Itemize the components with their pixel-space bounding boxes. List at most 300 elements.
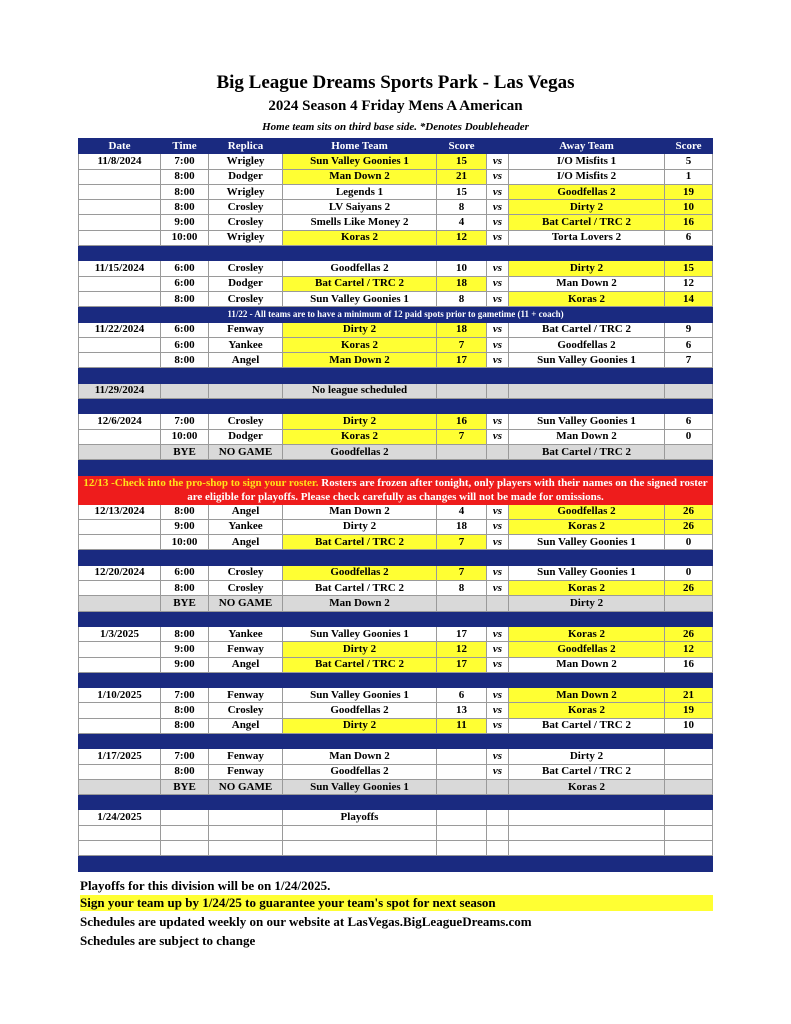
- game-row: [79, 703, 713, 718]
- home-team-cell: Man Down 2: [283, 749, 437, 764]
- home-score-cell: 18: [437, 519, 487, 534]
- away-team-cell: Koras 2: [509, 703, 665, 718]
- away-team-cell: Man Down 2: [509, 688, 665, 703]
- time-cell: BYE: [161, 596, 209, 611]
- away-score-cell: 19: [665, 184, 713, 199]
- away-team-cell: Bat Cartel / TRC 2: [509, 718, 665, 733]
- replica-cell: Crosley: [209, 261, 283, 276]
- replica-cell: Crosley: [209, 200, 283, 215]
- time-cell: BYE: [161, 779, 209, 794]
- time-cell: 8:00: [161, 581, 209, 596]
- vs-cell: [487, 596, 509, 611]
- vs-cell: [487, 383, 509, 398]
- game-row: [79, 337, 713, 352]
- away-team-cell: [509, 810, 665, 825]
- game-row: [79, 291, 713, 306]
- separator-row: [79, 550, 713, 565]
- separator-row: [79, 733, 713, 748]
- replica-cell: Fenway: [209, 764, 283, 779]
- empty-cell: [487, 825, 509, 840]
- separator-cell: [79, 672, 713, 687]
- away-team-cell: Man Down 2: [509, 276, 665, 291]
- away-score-cell: [665, 749, 713, 764]
- game-row: [79, 154, 713, 169]
- date-cell: [79, 353, 161, 368]
- date-cell: 1/10/2025: [79, 688, 161, 703]
- replica-cell: Fenway: [209, 642, 283, 657]
- vs-cell: vs: [487, 184, 509, 199]
- replica-cell: Angel: [209, 535, 283, 550]
- vs-cell: vs: [487, 353, 509, 368]
- away-score-cell: 6: [665, 230, 713, 245]
- time-cell: 6:00: [161, 276, 209, 291]
- vs-cell: vs: [487, 154, 509, 169]
- away-team-cell: Dirty 2: [509, 200, 665, 215]
- home-team-cell: Sun Valley Goonies 1: [283, 154, 437, 169]
- away-team-cell: Dirty 2: [509, 261, 665, 276]
- date-cell: [79, 337, 161, 352]
- time-cell: 7:00: [161, 749, 209, 764]
- vs-cell: vs: [487, 519, 509, 534]
- away-team-cell: I/O Misfits 2: [509, 169, 665, 184]
- home-score-cell: 15: [437, 154, 487, 169]
- vs-cell: vs: [487, 504, 509, 519]
- date-cell: [79, 230, 161, 245]
- away-team-cell: Man Down 2: [509, 429, 665, 444]
- replica-cell: Crosley: [209, 414, 283, 429]
- time-cell: 7:00: [161, 688, 209, 703]
- date-cell: [79, 718, 161, 733]
- empty-cell: [283, 825, 437, 840]
- away-score-cell: 16: [665, 215, 713, 230]
- game-row: [79, 535, 713, 550]
- replica-cell: Dodger: [209, 276, 283, 291]
- away-team-cell: [509, 383, 665, 398]
- away-team-cell: Dirty 2: [509, 749, 665, 764]
- away-score-cell: [665, 779, 713, 794]
- away-score-cell: 6: [665, 414, 713, 429]
- vs-cell: vs: [487, 291, 509, 306]
- away-team-cell: Bat Cartel / TRC 2: [509, 322, 665, 337]
- home-score-cell: 18: [437, 322, 487, 337]
- date-cell: [79, 703, 161, 718]
- home-score-cell: 6: [437, 688, 487, 703]
- away-team-cell: Koras 2: [509, 291, 665, 306]
- away-score-cell: [665, 383, 713, 398]
- empty-cell: [437, 841, 487, 856]
- empty-row: [79, 825, 713, 840]
- away-team-cell: Bat Cartel / TRC 2: [509, 764, 665, 779]
- page-title: Big League Dreams Sports Park - Las Vegas: [216, 72, 575, 93]
- date-cell: [79, 291, 161, 306]
- header-vs: [487, 139, 509, 154]
- vs-cell: [487, 444, 509, 459]
- vs-cell: vs: [487, 200, 509, 215]
- special-row: [79, 383, 713, 398]
- home-score-cell: 16: [437, 414, 487, 429]
- home-score-cell: 15: [437, 184, 487, 199]
- schedule-body: [79, 139, 713, 872]
- date-cell: [79, 596, 161, 611]
- notice-1213-rest: Rosters are frozen after tonight, only players with their names on the signed roster are eligible for playoffs. Please check carefully as changes will not be made for omissions.: [187, 476, 708, 503]
- game-row: [79, 764, 713, 779]
- home-team-cell: Smells Like Money 2: [283, 215, 437, 230]
- time-cell: 8:00: [161, 626, 209, 641]
- home-team-cell: Sun Valley Goonies 1: [283, 688, 437, 703]
- page-subtitle: 2024 Season 4 Friday Mens A American: [268, 98, 523, 114]
- home-score-cell: [437, 383, 487, 398]
- away-team-cell: Sun Valley Goonies 1: [509, 414, 665, 429]
- home-team-cell: Man Down 2: [283, 504, 437, 519]
- game-row: [79, 642, 713, 657]
- separator-cell: [79, 460, 713, 475]
- replica-cell: Angel: [209, 353, 283, 368]
- home-team-cell: Bat Cartel / TRC 2: [283, 657, 437, 672]
- replica-cell: Angel: [209, 718, 283, 733]
- vs-cell: vs: [487, 688, 509, 703]
- special-label: Playoffs: [283, 810, 437, 825]
- home-team-cell: Bat Cartel / TRC 2: [283, 276, 437, 291]
- date-cell: 11/22/2024: [79, 322, 161, 337]
- header-date: Date: [79, 139, 161, 154]
- date-cell: 11/15/2024: [79, 261, 161, 276]
- replica-cell: Fenway: [209, 322, 283, 337]
- vs-cell: vs: [487, 642, 509, 657]
- date-cell: 11/8/2024: [79, 154, 161, 169]
- away-score-cell: 10: [665, 718, 713, 733]
- game-row: [79, 519, 713, 534]
- away-score-cell: 10: [665, 200, 713, 215]
- time-cell: 6:00: [161, 261, 209, 276]
- vs-cell: vs: [487, 718, 509, 733]
- time-cell: 8:00: [161, 184, 209, 199]
- vs-cell: vs: [487, 657, 509, 672]
- game-row: [79, 657, 713, 672]
- away-score-cell: 26: [665, 519, 713, 534]
- replica-cell: [209, 383, 283, 398]
- separator-cell: [79, 856, 713, 871]
- separator-row: [79, 399, 713, 414]
- header-home-team: Home Team: [283, 139, 437, 154]
- vs-cell: vs: [487, 764, 509, 779]
- date-cell: [79, 276, 161, 291]
- vs-cell: vs: [487, 749, 509, 764]
- away-team-cell: Goodfellas 2: [509, 504, 665, 519]
- home-score-cell: 13: [437, 703, 487, 718]
- time-cell: 10:00: [161, 535, 209, 550]
- game-row: [79, 749, 713, 764]
- home-score-cell: 12: [437, 642, 487, 657]
- vs-cell: vs: [487, 626, 509, 641]
- home-score-cell: 17: [437, 657, 487, 672]
- away-score-cell: 16: [665, 657, 713, 672]
- empty-cell: [209, 841, 283, 856]
- away-team-cell: Goodfellas 2: [509, 337, 665, 352]
- home-team-cell: Sun Valley Goonies 1: [283, 291, 437, 306]
- home-score-cell: [437, 444, 487, 459]
- away-team-cell: Dirty 2: [509, 596, 665, 611]
- notice-1213-lead: 12/13 -Check into the pro-shop to sign your roster.: [83, 476, 319, 489]
- time-cell: 7:00: [161, 154, 209, 169]
- date-cell: [79, 200, 161, 215]
- home-score-cell: 8: [437, 291, 487, 306]
- vs-cell: vs: [487, 565, 509, 580]
- time-cell: [161, 810, 209, 825]
- time-cell: 8:00: [161, 291, 209, 306]
- replica-cell: Crosley: [209, 703, 283, 718]
- special-row: [79, 810, 713, 825]
- away-score-cell: [665, 810, 713, 825]
- game-row: [79, 322, 713, 337]
- game-row: [79, 414, 713, 429]
- date-cell: [79, 764, 161, 779]
- time-cell: 8:00: [161, 353, 209, 368]
- home-team-cell: Dirty 2: [283, 718, 437, 733]
- away-team-cell: Man Down 2: [509, 657, 665, 672]
- notice-row-1122: [79, 307, 713, 322]
- home-team-cell: Koras 2: [283, 230, 437, 245]
- vs-cell: vs: [487, 215, 509, 230]
- away-score-cell: 14: [665, 291, 713, 306]
- home-team-cell: Dirty 2: [283, 642, 437, 657]
- bye-row: [79, 596, 713, 611]
- away-score-cell: 26: [665, 504, 713, 519]
- empty-cell: [509, 841, 665, 856]
- date-cell: 1/24/2025: [79, 810, 161, 825]
- date-cell: 1/17/2025: [79, 749, 161, 764]
- empty-cell: [283, 841, 437, 856]
- away-team-cell: Goodfellas 2: [509, 642, 665, 657]
- separator-row: [79, 672, 713, 687]
- replica-cell: NO GAME: [209, 444, 283, 459]
- date-cell: 11/29/2024: [79, 383, 161, 398]
- empty-cell: [665, 825, 713, 840]
- away-team-cell: Bat Cartel / TRC 2: [509, 444, 665, 459]
- separator-cell: [79, 795, 713, 810]
- footer-signup-note: Sign your team up by 1/24/25 to guarantee your team's spot for next season: [80, 895, 713, 911]
- game-row: [79, 353, 713, 368]
- date-cell: [79, 429, 161, 444]
- notice-1122: 11/22 - All teams are to have a minimum of 12 paid spots prior to gametime (11 + coach): [79, 307, 713, 322]
- home-team-cell: Legends 1: [283, 184, 437, 199]
- away-team-cell: Sun Valley Goonies 1: [509, 535, 665, 550]
- date-cell: 12/13/2024: [79, 504, 161, 519]
- home-team-cell: Sun Valley Goonies 1: [283, 626, 437, 641]
- home-team-cell: Dirty 2: [283, 519, 437, 534]
- away-team-cell: Koras 2: [509, 779, 665, 794]
- replica-cell: Fenway: [209, 749, 283, 764]
- empty-cell: [665, 841, 713, 856]
- away-team-cell: Bat Cartel / TRC 2: [509, 215, 665, 230]
- game-row: [79, 581, 713, 596]
- game-row: [79, 169, 713, 184]
- away-score-cell: [665, 764, 713, 779]
- away-score-cell: 6: [665, 337, 713, 352]
- date-cell: 12/20/2024: [79, 565, 161, 580]
- time-cell: 8:00: [161, 504, 209, 519]
- home-score-cell: 17: [437, 626, 487, 641]
- header-away-team: Away Team: [509, 139, 665, 154]
- replica-cell: Crosley: [209, 581, 283, 596]
- separator-row: [79, 795, 713, 810]
- time-cell: [161, 383, 209, 398]
- away-score-cell: 1: [665, 169, 713, 184]
- home-team-cell: Man Down 2: [283, 353, 437, 368]
- time-cell: 9:00: [161, 657, 209, 672]
- home-score-cell: [437, 779, 487, 794]
- game-row: [79, 626, 713, 641]
- home-score-cell: [437, 749, 487, 764]
- home-score-cell: 21: [437, 169, 487, 184]
- home-team-cell: Man Down 2: [283, 169, 437, 184]
- game-row: [79, 200, 713, 215]
- vs-cell: vs: [487, 414, 509, 429]
- header-home-score: Score: [437, 139, 487, 154]
- game-row: [79, 230, 713, 245]
- date-cell: [79, 519, 161, 534]
- replica-cell: NO GAME: [209, 596, 283, 611]
- home-score-cell: [437, 764, 487, 779]
- separator-cell: [79, 733, 713, 748]
- away-score-cell: 19: [665, 703, 713, 718]
- home-score-cell: 7: [437, 337, 487, 352]
- away-score-cell: 12: [665, 642, 713, 657]
- separator-cell: [79, 399, 713, 414]
- separator-cell: [79, 368, 713, 383]
- separator-row: [79, 460, 713, 475]
- special-label: No league scheduled: [283, 383, 437, 398]
- time-cell: 7:00: [161, 414, 209, 429]
- home-score-cell: 4: [437, 215, 487, 230]
- home-score-cell: 7: [437, 565, 487, 580]
- replica-cell: Angel: [209, 657, 283, 672]
- game-row: [79, 276, 713, 291]
- vs-cell: [487, 779, 509, 794]
- footer-website-note: Schedules are updated weekly on our website at LasVegas.BigLeagueDreams.com: [80, 914, 532, 929]
- date-cell: [79, 535, 161, 550]
- home-score-cell: 8: [437, 581, 487, 596]
- notice-1213: [79, 475, 713, 504]
- away-score-cell: 26: [665, 626, 713, 641]
- replica-cell: Yankee: [209, 337, 283, 352]
- replica-cell: Wrigley: [209, 230, 283, 245]
- away-score-cell: 0: [665, 429, 713, 444]
- home-team-cell: Sun Valley Goonies 1: [283, 779, 437, 794]
- date-cell: [79, 657, 161, 672]
- bye-row: [79, 779, 713, 794]
- away-score-cell: 5: [665, 154, 713, 169]
- game-row: [79, 504, 713, 519]
- replica-cell: Yankee: [209, 626, 283, 641]
- game-row: [79, 429, 713, 444]
- home-score-cell: [437, 596, 487, 611]
- home-team-cell: LV Saiyans 2: [283, 200, 437, 215]
- replica-cell: Crosley: [209, 291, 283, 306]
- home-team-cell: Man Down 2: [283, 596, 437, 611]
- game-row: [79, 688, 713, 703]
- time-cell: 10:00: [161, 230, 209, 245]
- empty-cell: [79, 825, 161, 840]
- replica-cell: Wrigley: [209, 184, 283, 199]
- date-cell: [79, 184, 161, 199]
- replica-cell: NO GAME: [209, 779, 283, 794]
- header-row: [79, 139, 713, 154]
- date-cell: [79, 215, 161, 230]
- vs-cell: vs: [487, 322, 509, 337]
- vs-cell: vs: [487, 429, 509, 444]
- time-cell: BYE: [161, 444, 209, 459]
- home-team-cell: Goodfellas 2: [283, 444, 437, 459]
- home-score-cell: 7: [437, 429, 487, 444]
- time-cell: 9:00: [161, 215, 209, 230]
- home-score-cell: 10: [437, 261, 487, 276]
- separator-row: [79, 611, 713, 626]
- home-team-cell: Koras 2: [283, 337, 437, 352]
- separator-cell: [79, 246, 713, 261]
- away-score-cell: [665, 444, 713, 459]
- vs-cell: vs: [487, 169, 509, 184]
- replica-cell: Yankee: [209, 519, 283, 534]
- footer-playoffs-note: Playoffs for this division will be on 1/24/2025.: [80, 878, 331, 893]
- time-cell: 6:00: [161, 337, 209, 352]
- game-row: [79, 184, 713, 199]
- away-score-cell: 21: [665, 688, 713, 703]
- separator-cell: [79, 550, 713, 565]
- replica-cell: Dodger: [209, 429, 283, 444]
- time-cell: 8:00: [161, 200, 209, 215]
- footer-change-note: Schedules are subject to change: [80, 933, 256, 948]
- separator-row: [79, 368, 713, 383]
- date-cell: [79, 581, 161, 596]
- home-score-cell: 4: [437, 504, 487, 519]
- time-cell: 6:00: [161, 565, 209, 580]
- time-cell: 8:00: [161, 764, 209, 779]
- vs-cell: vs: [487, 581, 509, 596]
- vs-cell: vs: [487, 261, 509, 276]
- away-team-cell: Goodfellas 2: [509, 184, 665, 199]
- vs-cell: vs: [487, 703, 509, 718]
- vs-cell: [487, 810, 509, 825]
- away-score-cell: 26: [665, 581, 713, 596]
- away-team-cell: Sun Valley Goonies 1: [509, 353, 665, 368]
- time-cell: 8:00: [161, 718, 209, 733]
- home-team-cell: Bat Cartel / TRC 2: [283, 581, 437, 596]
- home-team-cell: Goodfellas 2: [283, 565, 437, 580]
- home-team-cell: Bat Cartel / TRC 2: [283, 535, 437, 550]
- away-team-cell: Koras 2: [509, 626, 665, 641]
- separator-row: [79, 856, 713, 871]
- away-score-cell: [665, 596, 713, 611]
- notice-row-1213: [79, 475, 713, 504]
- empty-cell: [79, 841, 161, 856]
- separator-cell: [79, 611, 713, 626]
- separator-row: [79, 246, 713, 261]
- away-score-cell: 7: [665, 353, 713, 368]
- header-time: Time: [161, 139, 209, 154]
- home-team-cell: Goodfellas 2: [283, 261, 437, 276]
- replica-cell: Angel: [209, 504, 283, 519]
- replica-cell: Crosley: [209, 565, 283, 580]
- empty-cell: [209, 825, 283, 840]
- time-cell: 8:00: [161, 703, 209, 718]
- home-score-cell: 7: [437, 535, 487, 550]
- date-cell: [79, 444, 161, 459]
- home-score-cell: [437, 810, 487, 825]
- schedule-table: [78, 138, 713, 872]
- away-score-cell: 0: [665, 565, 713, 580]
- vs-cell: vs: [487, 276, 509, 291]
- away-score-cell: 9: [665, 322, 713, 337]
